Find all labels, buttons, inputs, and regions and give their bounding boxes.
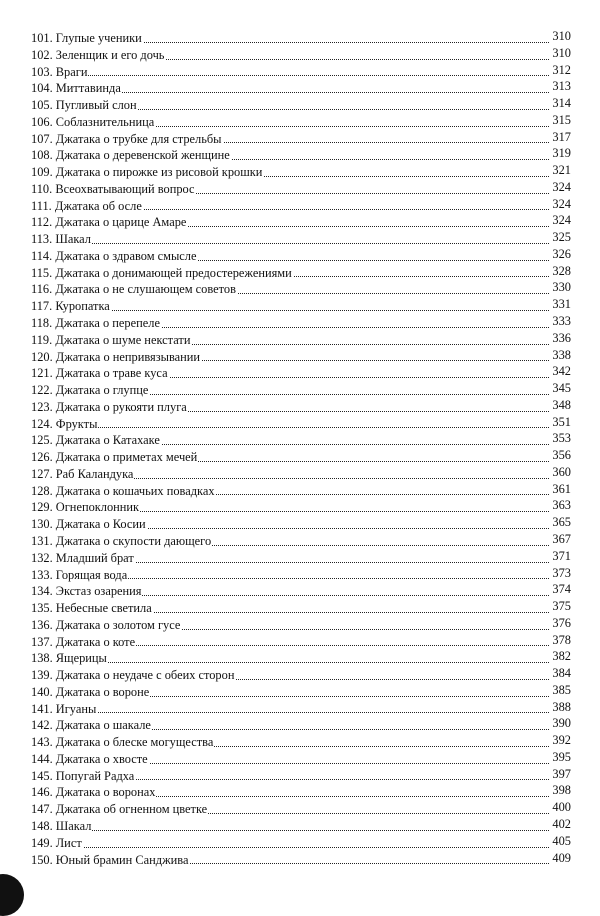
toc-entry-page-number: 388 — [552, 699, 571, 714]
toc-entry-title: 134. Экстаз озарения — [31, 584, 142, 599]
dot-leader — [31, 712, 549, 713]
toc-entry — [31, 162, 571, 179]
toc-entry-page-number: 314 — [552, 96, 571, 111]
toc-entry-title: 131. Джатака о скупости дающего — [31, 533, 212, 548]
toc-entry — [31, 330, 571, 347]
toc-entry-title: 101. Глупые ученики — [31, 31, 142, 45]
toc-entry-page-number: 312 — [552, 62, 571, 77]
toc-entry-page-number: 395 — [552, 749, 571, 764]
toc-entry-title: 118. Джатака о перепеле — [31, 316, 160, 331]
page-corner-shadow — [0, 874, 24, 916]
toc-entry-page-number: 402 — [552, 816, 571, 831]
toc-entry — [31, 749, 571, 766]
dot-leader — [31, 662, 549, 663]
toc-entry-title: 144. Джатака о хвосте — [31, 751, 148, 766]
toc-entry-page-number: 315 — [552, 112, 571, 127]
toc-entry — [31, 699, 571, 716]
toc-entry-title: 119. Джатака о шуме некстати — [31, 332, 191, 347]
toc-entry-page-number: 356 — [552, 448, 571, 463]
toc-entry-title: 121. Джатака о траве куса — [31, 366, 168, 381]
toc-entry-page-number: 398 — [552, 783, 571, 798]
toc-entry-page-number: 325 — [552, 230, 571, 245]
toc-entry-page-number: 360 — [552, 464, 571, 479]
toc-entry — [31, 497, 571, 514]
toc-entry — [31, 78, 571, 95]
dot-leader — [31, 427, 549, 428]
toc-entry-page-number: 373 — [552, 565, 571, 580]
toc-entry-page-number: 317 — [552, 129, 571, 144]
toc-entry-page-number: 330 — [552, 280, 571, 295]
toc-entry — [31, 313, 571, 330]
toc-entry — [31, 833, 571, 850]
toc-entry-title: 126. Джатака о приметах мечей — [31, 450, 198, 465]
toc-entry-page-number: 310 — [552, 29, 571, 43]
toc-entry-title: 104. Миттавинда — [31, 81, 121, 96]
toc-entry-title: 112. Джатака о царице Амаре — [31, 215, 187, 230]
toc-entry — [31, 347, 571, 364]
toc-entry — [31, 279, 571, 296]
toc-entry-title: 105. Пугливый слон — [31, 98, 137, 113]
toc-entry-title: 146. Джатака о воронах — [31, 785, 156, 800]
toc-entry — [31, 598, 571, 615]
toc-entry-page-number: 353 — [552, 431, 571, 446]
toc-entry — [31, 363, 571, 380]
toc-entry-page-number: 336 — [552, 330, 571, 345]
toc-entry-page-number: 351 — [552, 414, 571, 429]
toc-entry — [31, 129, 571, 146]
toc-entry-page-number: 361 — [552, 481, 571, 496]
toc-entry-page-number: 382 — [552, 649, 571, 664]
toc-entry-title: 148. Шакал — [31, 818, 92, 833]
toc-entry-page-number: 324 — [552, 196, 571, 211]
toc-entry-title: 149. Лист — [31, 835, 82, 850]
toc-entry-title: 108. Джатака о деревенской женщине — [31, 148, 230, 163]
toc-entry-title: 143. Джатака о блеске могущества — [31, 735, 214, 750]
toc-entry-page-number: 342 — [552, 364, 571, 379]
toc-entry-page-number: 365 — [552, 515, 571, 530]
toc-entry-title: 128. Джатака о кошачьих повадках — [31, 483, 215, 498]
toc-entry-page-number: 367 — [552, 531, 571, 546]
toc-entry — [31, 196, 571, 213]
toc-entry-title: 123. Джатака о рукояти плуга — [31, 399, 187, 414]
toc-entry-title: 127. Раб Каландука — [31, 466, 134, 481]
dot-leader — [31, 847, 549, 848]
toc-entry-page-number: 378 — [552, 632, 571, 647]
toc-entry — [31, 212, 571, 229]
toc-entry — [31, 145, 571, 162]
toc-entry-title: 110. Всеохватывающий вопрос — [31, 181, 195, 196]
toc-entry-title: 135. Небесные светила — [31, 601, 152, 616]
toc-entry-page-number: 400 — [552, 800, 571, 815]
toc-entry — [31, 246, 571, 263]
toc-entry-title: 130. Джатака о Косии — [31, 517, 146, 532]
toc-entry — [31, 581, 571, 598]
toc-entry-page-number: 331 — [552, 297, 571, 312]
toc-entry-page-number: 310 — [552, 45, 571, 60]
toc-entry-page-number: 328 — [552, 263, 571, 278]
toc-entry — [31, 782, 571, 799]
toc-entry-page-number: 321 — [552, 163, 571, 178]
toc-entry-page-number: 371 — [552, 548, 571, 563]
toc-entry-page-number: 385 — [552, 682, 571, 697]
toc-entry — [31, 263, 571, 280]
toc-entry — [31, 45, 571, 62]
toc-entry — [31, 414, 571, 431]
toc-entry — [31, 28, 571, 45]
toc-entry-title: 132. Младший брат — [31, 550, 134, 565]
toc-entry — [31, 682, 571, 699]
toc-entry-title: 150. Юный брамин Санджива — [31, 852, 189, 867]
toc-entry — [31, 95, 571, 112]
toc-entry — [31, 380, 571, 397]
toc-entry — [31, 615, 571, 632]
toc-entry-title: 133. Горящая вода — [31, 567, 128, 582]
toc-entry-title: 141. Игуаны — [31, 701, 97, 716]
toc-entry-title: 106. Соблазнительница — [31, 114, 155, 129]
toc-entry-page-number: 375 — [552, 599, 571, 614]
toc-entry-title: 116. Джатака о не слушающем советов — [31, 282, 236, 297]
toc-entry-page-number: 376 — [552, 615, 571, 630]
toc-entry-page-number: 363 — [552, 498, 571, 513]
toc-entry-title: 107. Джатака о трубке для стрельбы — [31, 131, 222, 146]
toc-entry-title: 145. Попугай Радха — [31, 768, 135, 783]
toc-entry-page-number: 397 — [552, 766, 571, 781]
toc-entry-title: 103. Враги — [31, 64, 88, 79]
toc-entry-page-number: 348 — [552, 397, 571, 412]
toc-entry-title: 117. Куропатка — [31, 299, 110, 314]
toc-entry-page-number: 324 — [552, 213, 571, 228]
toc-entry-title: 111. Джатака об осле — [31, 198, 142, 213]
toc-entry-page-number: 392 — [552, 733, 571, 748]
toc-entry-title: 122. Джатака о глупце — [31, 383, 149, 398]
toc-entry-title: 109. Джатака о пирожке из рисовой крошки — [31, 165, 263, 180]
toc-entry — [31, 397, 571, 414]
toc-entry — [31, 766, 571, 783]
toc-entry-title: 124. Фрукты — [31, 416, 98, 431]
toc-entry — [31, 632, 571, 649]
toc-entry — [31, 481, 571, 498]
toc-entry-title: 115. Джатака о донимающей предостережениями — [31, 265, 292, 280]
dot-leader — [31, 830, 549, 831]
toc-entry — [31, 565, 571, 582]
toc-entry — [31, 514, 571, 531]
toc-entry — [31, 732, 571, 749]
toc-entry-title: 138. Ящерицы — [31, 651, 107, 666]
toc-entry-page-number: 333 — [552, 314, 571, 329]
toc-entry-page-number: 405 — [552, 833, 571, 848]
toc-entry-title: 136. Джатака о золотом гусе — [31, 617, 181, 632]
toc-entry-title: 125. Джатака о Катахаке — [31, 433, 160, 448]
toc-entry — [31, 62, 571, 79]
toc-entry — [31, 850, 571, 867]
toc-entry — [31, 548, 571, 565]
toc-entry — [31, 648, 571, 665]
toc-entry-page-number: 338 — [552, 347, 571, 362]
toc-entry — [31, 531, 571, 548]
toc-entry — [31, 464, 571, 481]
toc-entry-page-number: 319 — [552, 146, 571, 161]
dot-leader — [31, 243, 549, 244]
toc-entry-title: 120. Джатака о непривязывании — [31, 349, 201, 364]
toc-entry — [31, 296, 571, 313]
toc-entry-title: 102. Зеленщик и его дочь — [31, 47, 165, 62]
toc-entry-title: 139. Джатака о неудаче с обеих сторон — [31, 668, 235, 683]
toc-entry — [31, 799, 571, 816]
toc-entry-title: 129. Огнепоклонник — [31, 500, 140, 515]
toc-entry-title: 147. Джатака об огненном цветке — [31, 802, 208, 817]
toc-entry — [31, 665, 571, 682]
toc-entry-title: 142. Джатака о шакале — [31, 718, 151, 733]
toc-entry-page-number: 326 — [552, 246, 571, 261]
toc-entry-title: 114. Джатака о здравом смысле — [31, 248, 197, 263]
toc-entry-page-number: 390 — [552, 716, 571, 731]
toc-entry-page-number: 345 — [552, 381, 571, 396]
table-of-contents — [31, 28, 571, 866]
toc-entry — [31, 430, 571, 447]
toc-entry — [31, 447, 571, 464]
toc-entry — [31, 816, 571, 833]
toc-entry-page-number: 313 — [552, 79, 571, 94]
toc-entry-title: 137. Джатака о коте — [31, 634, 136, 649]
dot-leader — [31, 75, 549, 76]
toc-entry-page-number: 384 — [552, 666, 571, 681]
toc-entry-title: 113. Шакал — [31, 232, 91, 247]
toc-entry — [31, 179, 571, 196]
toc-entry-page-number: 409 — [552, 850, 571, 865]
toc-entry — [31, 715, 571, 732]
toc-entry-title: 140. Джатака о вороне — [31, 684, 150, 699]
toc-entry — [31, 229, 571, 246]
toc-entry — [31, 112, 571, 129]
toc-entry-page-number: 374 — [552, 582, 571, 597]
toc-entry-page-number: 324 — [552, 179, 571, 194]
